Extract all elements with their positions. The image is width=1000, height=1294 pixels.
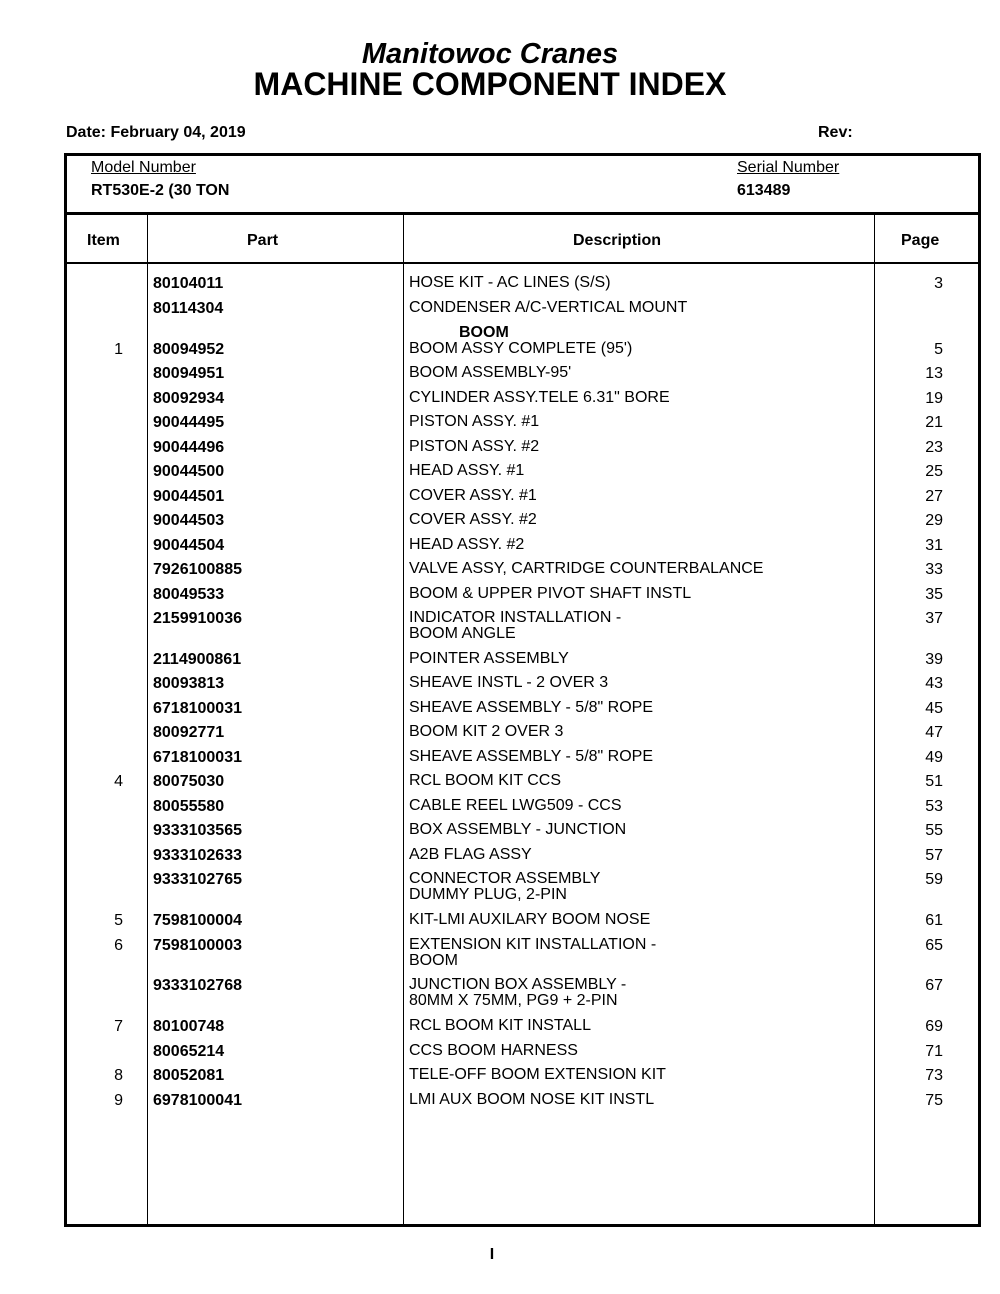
page-ref: 35: [925, 586, 943, 603]
item-number: 1: [114, 341, 123, 358]
page-ref: 31: [925, 537, 943, 554]
description: [409, 675, 608, 691]
table-row: [67, 724, 978, 748]
page-ref: 47: [925, 724, 943, 741]
description-line: PISTON ASSY. #2: [409, 438, 540, 455]
description-line: HOSE KIT - AC LINES (S/S): [409, 274, 611, 291]
table-row: [67, 773, 978, 797]
page-ref: 51: [925, 773, 943, 790]
part-number: 80055580: [153, 798, 225, 815]
description: [409, 847, 532, 863]
page-ref: 53: [925, 798, 943, 815]
description-line: HEAD ASSY. #1: [409, 462, 525, 479]
description-line: RCL BOOM KIT INSTALL: [409, 1017, 591, 1034]
part-number: 9333102768: [153, 977, 242, 994]
table-row: [67, 1067, 978, 1091]
part-number: 2159910036: [153, 610, 242, 627]
table-row: [67, 912, 978, 936]
table-row: [67, 341, 978, 365]
column-header-description: Description: [573, 232, 662, 249]
description-line: A2B FLAG ASSY: [409, 846, 532, 863]
header-divider: [67, 262, 978, 264]
table-row: [67, 847, 978, 871]
table-row: [67, 365, 978, 389]
page-ref: 45: [925, 700, 943, 717]
page-ref: 21: [925, 414, 943, 431]
table-row: [67, 390, 978, 414]
description: [409, 439, 539, 455]
part-number: 7926100885: [153, 561, 242, 578]
part-number: 80075030: [153, 773, 225, 790]
description: [409, 414, 539, 430]
part-number: 90044503: [153, 512, 225, 529]
part-number: 6978100041: [153, 1092, 242, 1109]
part-number: 7598100004: [153, 912, 242, 929]
description-line: BOOM & UPPER PIVOT SHAFT INSTL: [409, 585, 692, 602]
date-label: Date: February 04, 2019: [66, 124, 246, 141]
part-number: 80092771: [153, 724, 225, 741]
model-number-label: Model Number: [91, 159, 196, 176]
part-number: 90044501: [153, 488, 225, 505]
description-line: RCL BOOM KIT CCS: [409, 772, 562, 789]
description-line: 80MM X 75MM, PG9 + 2-PIN: [409, 992, 618, 1009]
page-ref: 13: [925, 365, 943, 382]
description: [409, 463, 524, 479]
description: [409, 1018, 591, 1034]
part-number: 90044495: [153, 414, 225, 431]
table-row: [67, 439, 978, 463]
part-number: 9333103565: [153, 822, 242, 839]
page-ref: 55: [925, 822, 943, 839]
description: [409, 651, 569, 667]
description: [409, 749, 653, 765]
part-number: 80093813: [153, 675, 225, 692]
item-number: 7: [114, 1018, 123, 1035]
table-row: [67, 561, 978, 585]
table-row: [67, 537, 978, 561]
description-line: SHEAVE INSTL - 2 OVER 3: [409, 674, 609, 691]
page-ref: 37: [925, 610, 943, 627]
page-ref: 27: [925, 488, 943, 505]
description-line: CABLE REEL LWG509 - CCS: [409, 797, 622, 814]
description: [409, 937, 656, 969]
part-number: 2114900861: [153, 651, 242, 668]
model-number-value: RT530E-2 (30 TON: [91, 182, 230, 199]
description-line: CONNECTOR ASSEMBLY: [409, 870, 601, 887]
page-ref: 33: [925, 561, 943, 578]
item-number: 8: [114, 1067, 123, 1084]
description: [409, 561, 763, 577]
description-line: CCS BOOM HARNESS: [409, 1042, 578, 1059]
page-ref: 59: [925, 871, 943, 888]
description: [409, 341, 632, 357]
table-row: [67, 822, 978, 846]
description: [409, 798, 622, 814]
part-number: 90044500: [153, 463, 225, 480]
page-ref: 43: [925, 675, 943, 692]
part-number: 80100748: [153, 1018, 225, 1035]
table-row: [67, 651, 978, 675]
description: [409, 537, 524, 553]
description-line: CONDENSER A/C-VERTICAL MOUNT: [409, 299, 688, 316]
item-number: 9: [114, 1092, 123, 1109]
part-number: 80094951: [153, 365, 225, 382]
description-line: SHEAVE ASSEMBLY - 5/8" ROPE: [409, 699, 653, 716]
part-number: 90044504: [153, 537, 225, 554]
page-ref: 23: [925, 439, 943, 456]
description: [409, 488, 537, 504]
table-row: [67, 1043, 978, 1067]
description-line: JUNCTION BOX ASSEMBLY -: [409, 976, 627, 993]
page-ref: 5: [934, 341, 943, 358]
description-line: TELE-OFF BOOM EXTENSION KIT: [409, 1066, 666, 1083]
company-name: Manitowoc Cranes: [361, 38, 619, 70]
page-ref: 75: [925, 1092, 943, 1109]
description-line: SHEAVE ASSEMBLY - 5/8" ROPE: [409, 748, 653, 765]
description-line: DUMMY PLUG, 2-PIN: [409, 886, 567, 903]
table-row: [67, 609, 978, 642]
part-number: 80065214: [153, 1043, 225, 1060]
description: [409, 512, 537, 528]
description: [409, 977, 626, 1009]
description-line: INDICATOR INSTALLATION -: [409, 609, 622, 626]
description: [409, 365, 571, 381]
table-row: [67, 675, 978, 699]
description-line: BOOM KIT 2 OVER 3: [409, 723, 564, 740]
description: [409, 300, 687, 316]
part-number: 80092934: [153, 390, 225, 407]
item-number: 6: [114, 937, 123, 954]
part-number: 9333102633: [153, 847, 242, 864]
column-header-item: Item: [87, 232, 120, 249]
page-ref: 65: [925, 937, 943, 954]
page-ref: 25: [925, 463, 943, 480]
page-ref: 67: [925, 977, 943, 994]
table-row: [67, 1018, 978, 1042]
table-row: [67, 936, 978, 969]
description: [409, 822, 626, 838]
description-line: KIT-LMI AUXILARY BOOM NOSE: [409, 911, 651, 928]
description: [409, 773, 561, 789]
part-number: 7598100003: [153, 937, 242, 954]
page-ref: 49: [925, 749, 943, 766]
table-row: [67, 586, 978, 610]
item-number: 4: [114, 773, 123, 790]
part-number: 6718100031: [153, 749, 242, 766]
part-number: 80094952: [153, 341, 225, 358]
item-number: 5: [114, 912, 123, 929]
description: [409, 390, 670, 406]
description-line: BOOM ASSY COMPLETE (95'): [409, 340, 633, 357]
description: [409, 700, 653, 716]
rev-label: Rev:: [818, 124, 853, 141]
description: [409, 1092, 654, 1108]
table-row: [67, 749, 978, 773]
section-heading: BOOM: [459, 324, 509, 341]
description: [409, 610, 621, 642]
description-line: COVER ASSY. #2: [409, 511, 537, 528]
description-line: COVER ASSY. #1: [409, 487, 537, 504]
description-line: PISTON ASSY. #1: [409, 413, 540, 430]
page-ref: 19: [925, 390, 943, 407]
table-row: [67, 488, 978, 512]
component-table: [64, 153, 981, 1227]
page-ref: 29: [925, 512, 943, 529]
page-ref: 69: [925, 1018, 943, 1035]
part-number: 80049533: [153, 586, 225, 603]
part-number: 90044496: [153, 439, 225, 456]
description: [409, 724, 563, 740]
page-ref: 39: [925, 651, 943, 668]
description-line: EXTENSION KIT INSTALLATION -: [409, 936, 657, 953]
table-row: [67, 414, 978, 438]
page-ref: 71: [925, 1043, 943, 1060]
description-line: BOX ASSEMBLY - JUNCTION: [409, 821, 627, 838]
part-number: 80052081: [153, 1067, 225, 1084]
table-row: [67, 1092, 978, 1116]
description: [409, 1067, 666, 1083]
description: [409, 586, 691, 602]
part-number: 80104011: [153, 275, 224, 292]
column-header-part: Part: [247, 232, 279, 249]
description: [409, 1043, 578, 1059]
page-ref: 57: [925, 847, 943, 864]
part-number: 6718100031: [153, 700, 242, 717]
serial-number-value: 613489: [737, 182, 791, 199]
description-line: LMI AUX BOOM NOSE KIT INSTL: [409, 1091, 655, 1108]
description: [409, 871, 600, 903]
description: [409, 912, 650, 928]
table-row: [67, 275, 978, 299]
page-ref: 73: [925, 1067, 943, 1084]
table-row: [67, 798, 978, 822]
model-info-box: [67, 156, 978, 215]
description-line: BOOM ANGLE: [409, 625, 516, 642]
column-header-page: Page: [901, 232, 940, 249]
description: [409, 275, 611, 291]
description-line: VALVE ASSY, CARTRIDGE COUNTERBALANCE: [409, 560, 764, 577]
table-row: [67, 512, 978, 536]
part-number: 80114304: [153, 300, 224, 317]
description-line: POINTER ASSEMBLY: [409, 650, 569, 667]
page-ref: 61: [925, 912, 943, 929]
description-line: CYLINDER ASSY.TELE 6.31" BORE: [409, 389, 670, 406]
page-ref: 3: [934, 275, 943, 292]
table-row: [67, 300, 978, 324]
table-row: [67, 976, 978, 1009]
part-number: 9333102765: [153, 871, 242, 888]
table-row: [67, 870, 978, 903]
page-title: MACHINE COMPONENT INDEX: [253, 66, 727, 102]
serial-number-label: Serial Number: [737, 159, 840, 176]
table-row: [67, 700, 978, 724]
page-number: I: [489, 1246, 495, 1263]
description-line: HEAD ASSY. #2: [409, 536, 525, 553]
table-row: [67, 463, 978, 487]
description-line: BOOM: [409, 952, 458, 969]
description-line: BOOM ASSEMBLY-95': [409, 364, 572, 381]
